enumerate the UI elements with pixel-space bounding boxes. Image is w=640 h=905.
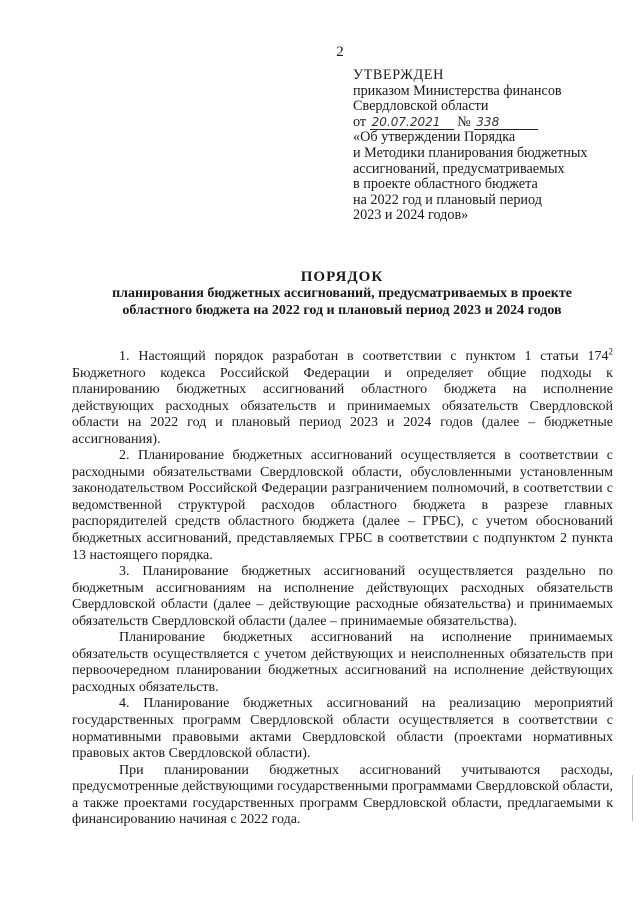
approval-date-line	[353, 115, 623, 131]
approval-subject-line: 2023 и 2024 годов»	[353, 207, 469, 224]
order-number: 338	[474, 116, 538, 130]
article-superscript: 2	[608, 346, 613, 357]
paragraph-5: 4. Планирование бюджетных ассигнований на реализацию мероприятий государственных программ Свердловской области осуществляется в соответствии с нормативными правовыми актами Свердловской области (проектами нормативных правовых актов Свердловской области).	[72, 696, 613, 762]
approval-stamp	[353, 68, 623, 224]
title-subtitle-line-1: планирования бюджетных ассигнований, предусматриваемых в проекте	[112, 286, 572, 301]
approval-subject-line: «Об утверждении Порядка	[353, 129, 516, 146]
paragraph-2: 2. Планирование бюджетных ассигнований осуществляется в соответствии с расходными обязательствами Свердловской области, обусловленными установленным законодательством Российской Федерации разграничением полномочий, в соответствии с ведомственной структурой расходов областного бюджета в разрезе главных распорядителей средств областного бюджета (далее – ГРБС), с учетом обоснований бюджетных ассигнований, представляемых ГРБС в соответствии с подпунктом 2 пункта 13 настоящего порядка.	[72, 448, 613, 563]
approval-subject-line: в проекте областного бюджета	[353, 176, 538, 193]
paragraph-1-start: 1. Настоящий порядок разработан в соответствии с пунктом 1 статьи 174	[119, 349, 609, 364]
scan-margin-mark	[632, 775, 633, 821]
title-main: ПОРЯДОК	[300, 269, 384, 285]
number-prefix: №	[457, 113, 471, 130]
paragraph-6: При планировании бюджетных ассигнований учитываются расходы, предусмотренные действующими государственными программами Свердловской области, а также проектами государственных программ Свердловской области, предлагаемыми к финансированию начиная с 2022 года.	[72, 762, 613, 828]
approval-line-2: Свердловской области	[353, 98, 489, 115]
approval-line-1: приказом Министерства финансов	[353, 82, 562, 99]
paragraph-1-end: Бюджетного кодекса Российской Федерации и определяет общие подходы к планированию бюджетных ассигнований областного бюджета на исполнение действующих расходных обязательств и принимаемых обязательств Свердловской области на 2022 год и плановый период 2023 и 2024 годов (далее – бюджетные ассигнования).	[72, 365, 613, 447]
title-subtitle-line-2: областного бюджета на 2022 год и плановый период 2023 и 2024 годов	[122, 302, 562, 318]
approval-subject-line: ассигнований, предусматриваемых	[353, 160, 565, 177]
approval-heading: УТВЕРЖДЕН	[353, 67, 444, 83]
document-body	[72, 346, 613, 829]
order-date: 20.07.2021	[370, 116, 454, 130]
paragraph-4: Планирование бюджетных ассигнований на исполнение принимаемых обязательств осуществляется с учетом действующих и неисполненных обязательств при первоочередном планировании бюджетных ассигнований на исполнение действующих расходных обязательств.	[72, 630, 613, 695]
paragraph-1	[72, 346, 613, 448]
paragraph-3: 3. Планирование бюджетных ассигнований осуществляется раздельно по бюджетным ассигнованиям на исполнение действующих расходных обязательств Свердловской области (далее – действующие расходные обязательства) и принимаемых обязательств Свердловской области (далее – принимаемые обязательства).	[72, 564, 613, 629]
document-title	[72, 268, 612, 319]
date-prefix: от	[353, 113, 367, 130]
approval-subject-line: на 2022 год и плановый период	[353, 191, 542, 208]
approval-subject-line: и Методики планирования бюджетных	[353, 144, 588, 161]
page-number: 2	[336, 44, 344, 60]
